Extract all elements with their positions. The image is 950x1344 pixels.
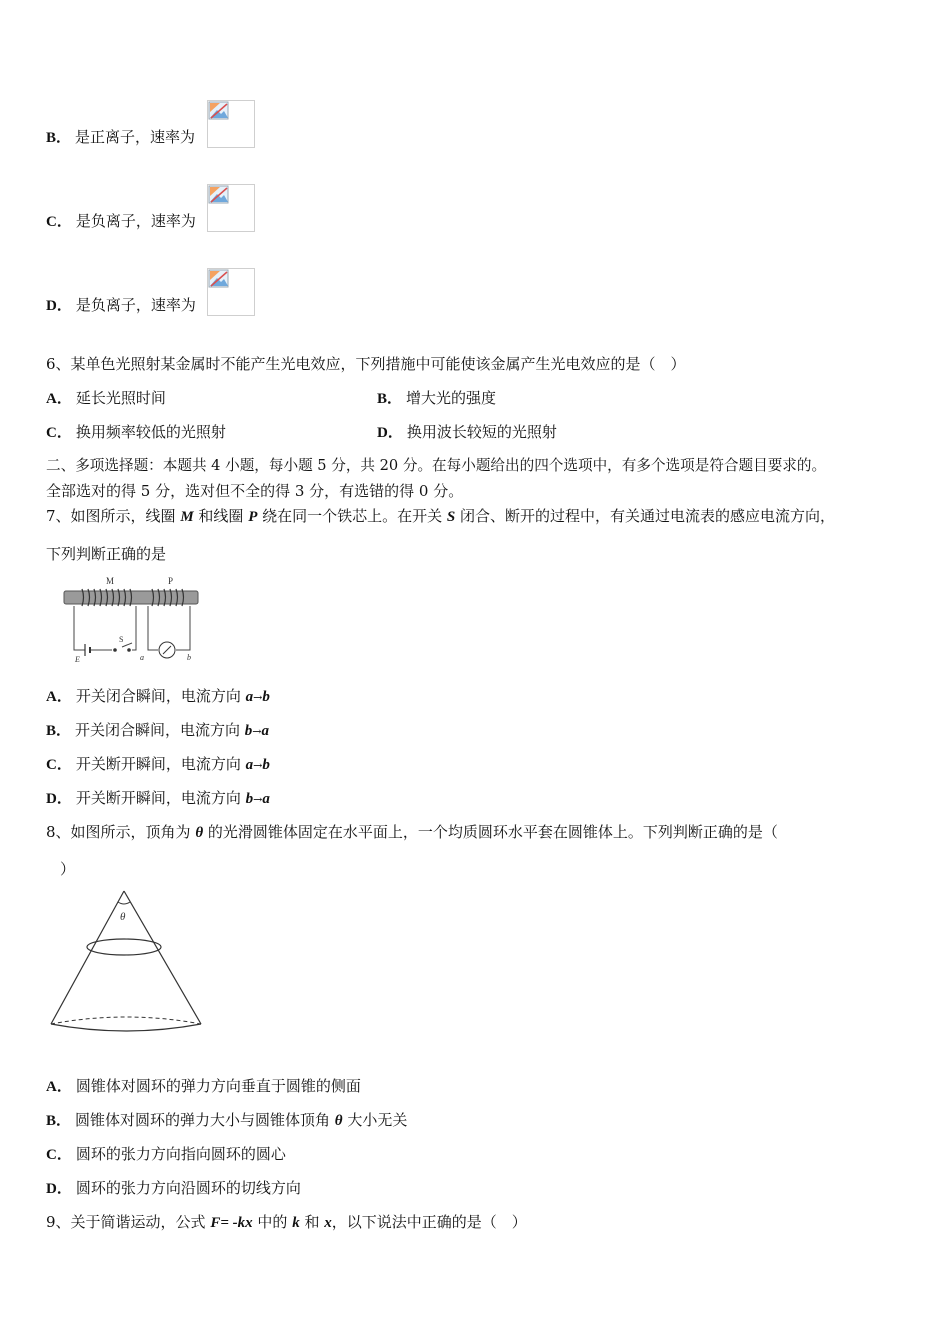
node-to: b bbox=[262, 757, 270, 773]
coil-circuit-figure bbox=[60, 574, 205, 666]
cone-side-left bbox=[51, 891, 124, 1024]
option-label: C． bbox=[46, 214, 72, 230]
option-text: 开关闭合瞬间，电流方向 bbox=[75, 687, 246, 705]
node-from: b bbox=[245, 791, 254, 807]
node-from: a bbox=[245, 757, 254, 773]
option-text: 增大光的强度 bbox=[406, 389, 497, 407]
coil-p-symbol: P bbox=[248, 509, 258, 525]
section2-line2: 全部选对的得 5 分，选对但不全的得 3 分，有选错的得 0 分。 bbox=[46, 482, 464, 500]
formula: F= -kx bbox=[210, 1215, 253, 1231]
k-symbol: k bbox=[292, 1215, 300, 1231]
option-text: 开关断开瞬间，电流方向 bbox=[75, 789, 246, 807]
q6-option-a bbox=[46, 388, 166, 409]
q8-stem-line2: ） bbox=[60, 860, 76, 878]
option-text: 换用波长较短的光照射 bbox=[406, 423, 557, 441]
q7-option-b bbox=[46, 720, 269, 742]
option-text: 圆环的张力方向指向圆环的圆心 bbox=[75, 1145, 286, 1163]
switch-symbol: S bbox=[446, 509, 456, 525]
node-from: a bbox=[245, 689, 254, 705]
q7-stem bbox=[46, 506, 835, 527]
option-text: 大小无关 bbox=[342, 1111, 408, 1129]
q8-option-a bbox=[46, 1076, 361, 1097]
arrow-symbol: → bbox=[253, 793, 263, 806]
coil-m-symbol: M bbox=[180, 509, 194, 525]
stem-text: 绕在同一个铁芯上。在开关 bbox=[257, 507, 447, 525]
theta-symbol: θ bbox=[195, 825, 204, 841]
option-label: B． bbox=[46, 1113, 72, 1129]
label-e: E bbox=[75, 655, 80, 664]
option-text: 是负离子，速率为 bbox=[75, 212, 196, 230]
q5-option-d bbox=[46, 295, 196, 316]
option-label: A． bbox=[46, 391, 72, 407]
option-text: 开关断开瞬间，电流方向 bbox=[75, 755, 246, 773]
q7-option-a bbox=[46, 686, 270, 708]
cone-base-back bbox=[51, 1017, 201, 1024]
option-label: D． bbox=[46, 1181, 72, 1197]
cone-figure bbox=[44, 886, 214, 1038]
arrow-symbol: → bbox=[252, 725, 262, 738]
arrow-symbol: → bbox=[253, 691, 263, 704]
q8-option-b bbox=[46, 1110, 407, 1131]
stem-text: 9、关于简谐运动，公式 bbox=[46, 1213, 211, 1231]
q7-option-d bbox=[46, 788, 270, 810]
stem-text: 的光滑圆锥体固定在水平面上，一个均质圆环水平套在圆锥体上。下列判断正确的是（ bbox=[203, 823, 778, 841]
stem-text: 中的 bbox=[252, 1213, 293, 1231]
q7-option-c bbox=[46, 754, 270, 776]
label-s: S bbox=[119, 635, 124, 644]
q8-stem bbox=[46, 822, 778, 843]
cone-side-right bbox=[124, 891, 201, 1024]
q6-option-d bbox=[377, 422, 557, 443]
circuit-wires bbox=[74, 606, 190, 650]
stem-text: 闭合、断开的过程中，有关通过电流表的感应电流方向， bbox=[455, 507, 836, 525]
option-label: B． bbox=[377, 391, 403, 407]
x-symbol: x bbox=[324, 1215, 332, 1231]
option-label: A． bbox=[46, 1079, 72, 1095]
switch-contact bbox=[113, 648, 117, 652]
option-label: A． bbox=[46, 689, 72, 705]
q8-option-c bbox=[46, 1144, 286, 1165]
option-label: C． bbox=[46, 1147, 72, 1163]
ring bbox=[87, 939, 161, 955]
stem-text: 8、如图所示，顶角为 bbox=[46, 823, 196, 841]
q7-stem-line2: 下列判断正确的是 bbox=[46, 545, 167, 563]
option-label: D． bbox=[377, 425, 403, 441]
q5-option-b bbox=[46, 127, 195, 148]
option-text: 是负离子，速率为 bbox=[75, 296, 196, 314]
apex-angle-arc bbox=[118, 902, 130, 904]
option-label: B． bbox=[46, 130, 72, 146]
label-m: M bbox=[106, 576, 115, 586]
stem-text: 和 bbox=[299, 1213, 325, 1231]
q5-option-c bbox=[46, 211, 196, 232]
label-b: b bbox=[187, 653, 191, 662]
broken-image-icon bbox=[207, 184, 255, 232]
option-text: 圆锥体对圆环的弹力方向垂直于圆锥的侧面 bbox=[75, 1077, 361, 1095]
q6-option-c bbox=[46, 422, 226, 443]
option-text: 圆锥体对圆环的弹力大小与圆锥体顶角 bbox=[75, 1111, 335, 1129]
option-label: B． bbox=[46, 723, 72, 739]
stem-text: 和线圈 bbox=[193, 507, 249, 525]
node-to: a bbox=[261, 723, 270, 739]
broken-image-icon bbox=[207, 268, 255, 316]
broken-image-icon bbox=[207, 100, 255, 148]
theta-label: θ bbox=[120, 911, 126, 923]
option-label: D． bbox=[46, 791, 72, 807]
option-text: 开关闭合瞬间，电流方向 bbox=[75, 721, 245, 739]
q9-stem bbox=[46, 1212, 527, 1233]
node-from: b bbox=[244, 723, 253, 739]
q6-stem: 6、某单色光照射某金属时不能产生光电效应，下列措施中可能使该金属产生光电效应的是（ ） bbox=[46, 355, 686, 373]
node-to: a bbox=[262, 791, 270, 807]
option-text: 是正离子，速率为 bbox=[75, 128, 196, 146]
option-text: 延长光照时间 bbox=[75, 389, 166, 407]
q6-option-b bbox=[377, 388, 496, 409]
option-label: C． bbox=[46, 757, 72, 773]
arrow-symbol: → bbox=[253, 759, 263, 772]
node-to: b bbox=[262, 689, 270, 705]
option-text: 圆环的张力方向沿圆环的切线方向 bbox=[75, 1179, 301, 1197]
switch-contact bbox=[127, 648, 131, 652]
section2-line1: 二、多项选择题：本题共 4 小题，每小题 5 分，共 20 分。在每小题给出的四个选项中，有多个选项是符合题目要求的。 bbox=[46, 457, 827, 474]
label-a: a bbox=[140, 653, 144, 662]
q8-option-d bbox=[46, 1178, 301, 1199]
option-label: D． bbox=[46, 298, 72, 314]
stem-text: 7、如图所示，线圈 bbox=[46, 507, 181, 525]
option-label: C． bbox=[46, 425, 72, 441]
cone-base-front bbox=[51, 1024, 201, 1031]
theta-symbol: θ bbox=[334, 1113, 343, 1129]
label-p: P bbox=[168, 576, 174, 586]
stem-text: ，以下说法中正确的是（ ） bbox=[331, 1213, 527, 1231]
option-text: 换用频率较低的光照射 bbox=[75, 423, 226, 441]
